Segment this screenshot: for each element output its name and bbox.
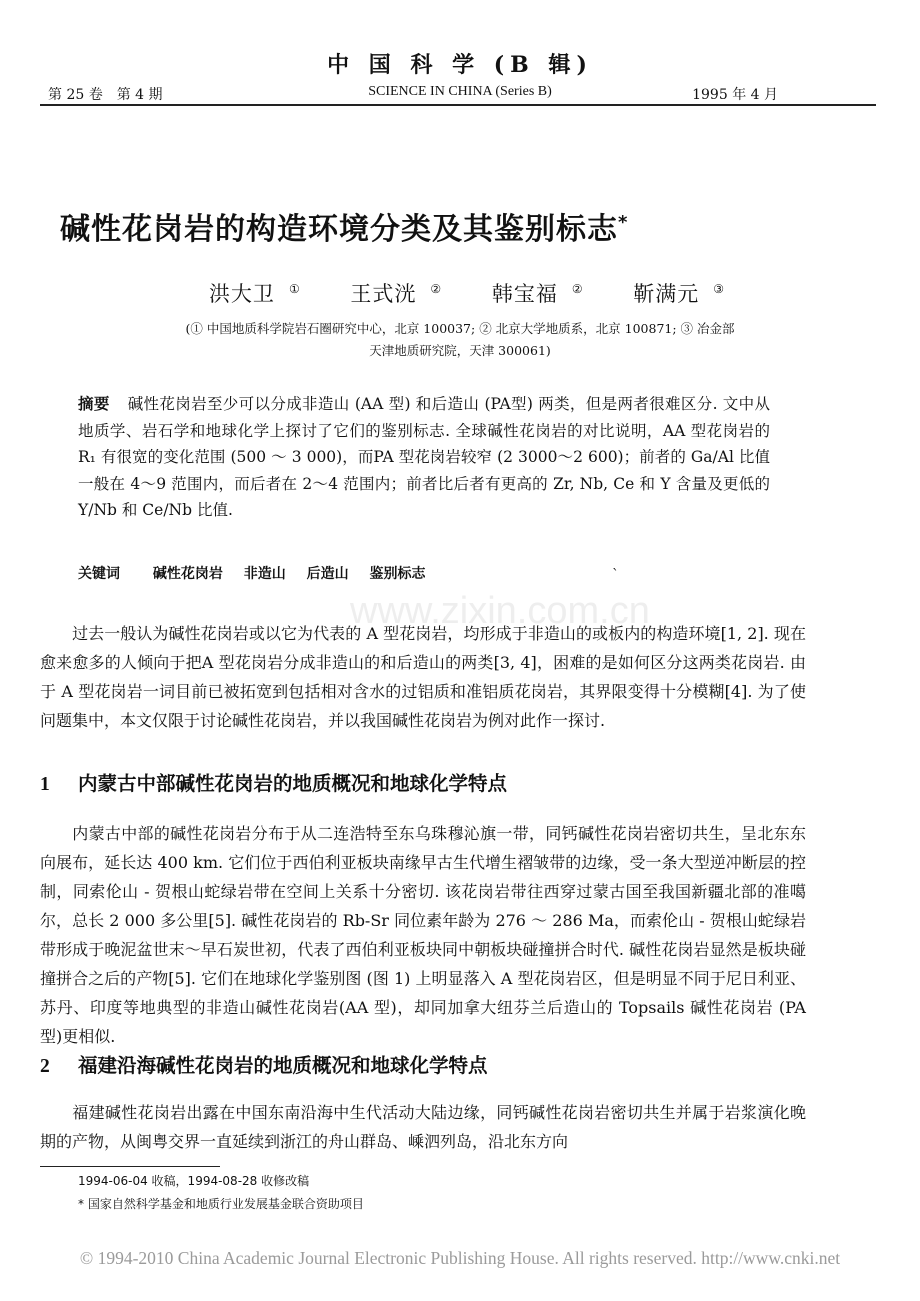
- abstract-label: 摘要: [78, 395, 110, 413]
- footnote-received: 1994-06-04 收稿，1994-08-28 收修改稿: [78, 1174, 310, 1188]
- header-rule: [40, 104, 876, 106]
- section-title: 福建沿海碱性花岗岩的地质概况和地球化学特点: [78, 1054, 488, 1077]
- affiliation-line: 天津地质研究院，天津 300061): [369, 343, 551, 358]
- journal-english-name: SCIENCE IN CHINA (Series B): [368, 84, 552, 99]
- abstract-text: 碱性花岗岩至少可以分成非造山 (AA 型) 和后造山 (PA型) 两类，但是两者很难区分. 文中从地质学、岩石学和地球化学上探讨了它们的鉴别标志. 全球碱性花岗岩的对比说明，AA 型花岗岩的 R₁ 有很宽的变化范围 (500 ～ 3 000)，而PA 型花岗岩较窄 (2 3000～2 600)；前者的 Ga/Al 比值一般在 4～9 范围内，而后者在 2～4 范围内；前者比后者有更高的 Zr, Nb, Ce 和 Y 含量及更低的 Y/Nb 和 Ce/Nb 比值.: [78, 395, 770, 519]
- keyword: 碱性花岗岩: [152, 566, 223, 582]
- abstract: [78, 391, 770, 524]
- keyword: 鉴别标志: [369, 566, 426, 582]
- author: 韩宝福 ②: [491, 282, 584, 306]
- paper-title-text: 碱性花岗岩的构造环境分类及其鉴别标志: [60, 212, 618, 247]
- keywords-label: 关键词: [78, 566, 120, 582]
- watermark: www.zixin.com.cn: [350, 590, 650, 632]
- author: 洪大卫 ①: [208, 282, 301, 306]
- author: 靳满元 ③: [633, 282, 726, 306]
- publication-date: 1995 年 4 月: [692, 87, 778, 103]
- keyword: 后造山: [306, 566, 349, 582]
- section-heading: [40, 768, 507, 796]
- footnote-funding: * 国家自然科学基金和地质行业发展基金联合资助项目: [78, 1197, 364, 1211]
- section-title: 内蒙古中部碱性花岗岩的地质概况和地球化学特点: [78, 772, 508, 795]
- keywords: [78, 563, 426, 583]
- section-paragraph: 福建碱性花岗岩出露在中国东南沿海中生代活动大陆边缘，同钙碱性花岗岩密切共生并属于岩浆演化晚期的产物，从闽粤交界一直延续到浙江的舟山群岛、嵊泗列岛，沿北东方向: [40, 1103, 806, 1151]
- footnote-rule: [40, 1166, 220, 1167]
- section-number: 2: [40, 1056, 50, 1077]
- affiliations: [0, 318, 920, 362]
- section-number: 1: [40, 774, 50, 795]
- affiliation-line: (① 中国地质科学院岩石圈研究中心，北京 100037; ② 北京大学地质系，北京 100871; ③ 冶金部: [185, 321, 735, 336]
- volume-issue: 第 25 卷 第 4 期: [48, 87, 163, 103]
- title-footnote-mark: *: [618, 212, 629, 233]
- stray-mark: ˋ: [612, 567, 619, 583]
- author-list: [0, 278, 920, 308]
- author: 王式洸 ②: [350, 282, 443, 306]
- journal-name: 中 国 科 学 (B 辑): [327, 52, 593, 78]
- section-heading: [40, 1050, 488, 1078]
- keyword: 非造山: [243, 566, 286, 582]
- intro-paragraph: 过去一般认为碱性花岗岩或以它为代表的 A 型花岗岩，均形成于非造山的或板内的构造环境[1, 2]. 现在愈来愈多的人倾向于把A 型花岗岩分成非造山的和后造山的两类[3, 4]，困难的是如何区分这两类花岗岩. 由于 A 型花岗岩一词目前已被拓宽到包括相对含水的过铝质和准铝质花岗岩，其界限变得十分模糊[4]. 为了使问题集中，本文仅限于讨论碱性花岗岩，并以我国碱性花岗岩为例对此作一探讨.: [40, 624, 806, 730]
- copyright-line: © 1994-2010 China Academic Journal Electronic Publishing House. All rights reserved. http://www.cnki.net: [79, 1248, 841, 1268]
- section-paragraph: 内蒙古中部的碱性花岗岩分布于从二连浩特至东乌珠穆沁旗一带，同钙碱性花岗岩密切共生，呈北东东向展布，延长达 400 km. 它们位于西伯利亚板块南缘早古生代增生褶皱带的边缘，受一条大型逆冲断层的控制，同索伦山 - 贺根山蛇绿岩带在空间上关系十分密切. 该花岗岩带往西穿过蒙古国至我国新疆北部的准噶尔，总长 2 000 多公里[5]. 碱性花岗岩的 Rb-Sr 同位素年龄为 276 ～ 286 Ma，而索伦山 - 贺根山蛇绿岩带形成于晚泥盆世末～早石炭世初，代表了西伯利亚板块同中朝板块碰撞拼合时代. 碱性花岗岩显然是板块碰撞拼合之后的产物[5]. 它们在地球化学鉴别图 (图 1) 上明显落入 A 型花岗岩区，但是明显不同于尼日利亚、苏丹、印度等地典型的非造山碱性花岗岩(AA 型)，却同加拿大纽芬兰后造山的 Topsails 碱性花岗岩 (PA 型)更相似.: [40, 824, 806, 1046]
- paper-title: [60, 204, 628, 248]
